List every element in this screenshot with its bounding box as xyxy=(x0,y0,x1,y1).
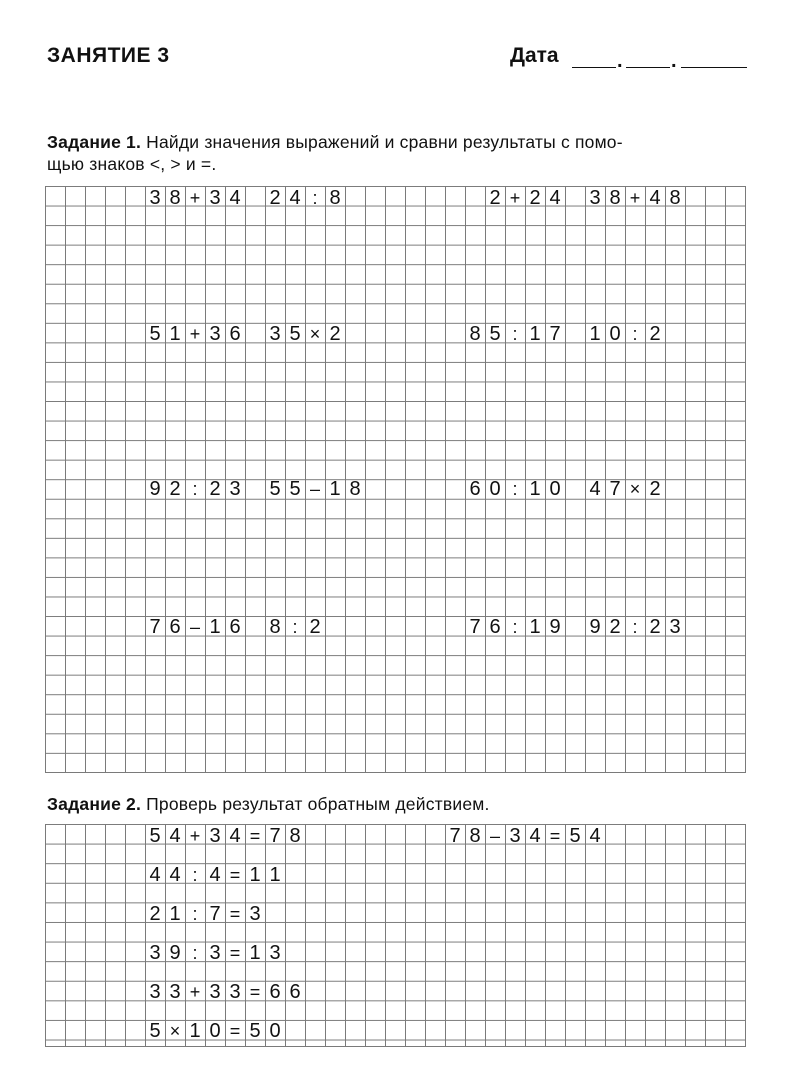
expression-char: 6 xyxy=(269,981,281,1003)
expression-char: 1 xyxy=(189,1020,201,1042)
task1-row-3-right xyxy=(465,479,665,499)
task1-row-4-left xyxy=(145,617,325,637)
expression-char: 2 xyxy=(649,478,661,500)
expression-char: 3 xyxy=(209,323,221,345)
expression-char: 5 xyxy=(149,825,161,847)
expression-char: 2 xyxy=(169,478,181,500)
expression-char: 7 xyxy=(449,825,461,847)
task2-instruction xyxy=(47,793,747,815)
expression-char: 1 xyxy=(169,903,181,925)
task1-row-4-right xyxy=(465,617,685,637)
expression-char: 8 xyxy=(169,187,181,209)
expression-char xyxy=(245,617,265,637)
expression-char: : xyxy=(192,943,198,963)
expression-char: 1 xyxy=(589,323,601,345)
expression-char: 0 xyxy=(489,478,501,500)
expression-char: 2 xyxy=(329,323,341,345)
expression-char: 4 xyxy=(589,478,601,500)
expression-char: 5 xyxy=(289,323,301,345)
expression-char: 8 xyxy=(329,187,341,209)
task2-text: Проверь результат обратным действием. xyxy=(141,794,490,814)
expression-char: = xyxy=(229,1021,241,1041)
date-dot-2: . xyxy=(671,50,677,72)
expression-char: 4 xyxy=(229,825,241,847)
expression-char: × xyxy=(629,479,641,499)
expression-char: 2 xyxy=(649,323,661,345)
expression-char: 4 xyxy=(169,825,181,847)
expression-char: 4 xyxy=(169,864,181,886)
expression-char xyxy=(245,479,265,499)
expression-char: : xyxy=(512,324,518,344)
expression-char: : xyxy=(632,617,638,637)
date-dot-1: . xyxy=(617,50,623,72)
expression-char: 2 xyxy=(269,187,281,209)
expression-char: 5 xyxy=(289,478,301,500)
expression-char: 8 xyxy=(469,825,481,847)
expression-char: 0 xyxy=(209,1020,221,1042)
expression-char: : xyxy=(512,617,518,637)
task1-text-line2: щью знаков <, > и =. xyxy=(47,154,217,174)
expression-char: 7 xyxy=(269,825,281,847)
expression-char: + xyxy=(629,188,641,208)
expression-char: = xyxy=(249,826,261,846)
expression-char xyxy=(245,324,265,344)
expression-char: 3 xyxy=(169,981,181,1003)
expression-char: 2 xyxy=(309,616,321,638)
expression-char: 1 xyxy=(249,864,261,886)
expression-char: 9 xyxy=(169,942,181,964)
expression-char: 1 xyxy=(249,942,261,964)
expression-char: 3 xyxy=(229,981,241,1003)
task2-row-3 xyxy=(145,904,265,924)
expression-char: + xyxy=(509,188,521,208)
expression-char: 0 xyxy=(609,323,621,345)
expression-char: 1 xyxy=(529,323,541,345)
task1-row-2-right xyxy=(465,324,665,344)
task2-row-6 xyxy=(145,1021,285,1041)
expression-char: 7 xyxy=(609,478,621,500)
expression-char: 1 xyxy=(529,616,541,638)
expression-char: 5 xyxy=(489,323,501,345)
expression-char: : xyxy=(292,617,298,637)
expression-char xyxy=(565,479,585,499)
expression-char: = xyxy=(549,826,561,846)
expression-char: 4 xyxy=(529,825,541,847)
expression-char: – xyxy=(189,617,200,637)
expression-char: 1 xyxy=(269,864,281,886)
date-label: Дата xyxy=(510,44,559,67)
expression-char: 6 xyxy=(229,323,241,345)
task2-grid[interactable] xyxy=(45,824,746,1047)
expression-char: 3 xyxy=(209,981,221,1003)
date-blank-year xyxy=(681,66,747,68)
expression-char: 8 xyxy=(469,323,481,345)
expression-char: 3 xyxy=(209,825,221,847)
expression-char: 5 xyxy=(569,825,581,847)
expression-char: 9 xyxy=(589,616,601,638)
expression-char: 3 xyxy=(269,942,281,964)
expression-char: : xyxy=(512,479,518,499)
task2-first-check xyxy=(445,826,605,846)
expression-char: 3 xyxy=(209,187,221,209)
expression-char: : xyxy=(192,904,198,924)
task1-instruction xyxy=(47,131,747,175)
expression-char: 3 xyxy=(269,323,281,345)
date-blank-month xyxy=(626,66,670,68)
expression-char: 4 xyxy=(589,825,601,847)
expression-char: 2 xyxy=(609,616,621,638)
task2-row-2 xyxy=(145,865,285,885)
expression-char: 1 xyxy=(529,478,541,500)
task2-label: Задание 2. xyxy=(47,794,142,814)
expression-char: = xyxy=(229,943,241,963)
task2-row-1 xyxy=(145,826,305,846)
expression-char: 5 xyxy=(249,1020,261,1042)
expression-char: 6 xyxy=(229,616,241,638)
task2-row-5 xyxy=(145,982,305,1002)
expression-char: 9 xyxy=(549,616,561,638)
expression-char: 3 xyxy=(509,825,521,847)
expression-char: 0 xyxy=(269,1020,281,1042)
expression-char: 2 xyxy=(489,187,501,209)
expression-char: 3 xyxy=(149,187,161,209)
expression-char: 6 xyxy=(169,616,181,638)
expression-char: 7 xyxy=(149,616,161,638)
expression-char: 8 xyxy=(269,616,281,638)
date-blank-day xyxy=(572,66,616,68)
expression-char xyxy=(245,188,265,208)
expression-char: × xyxy=(309,324,321,344)
expression-char: 9 xyxy=(149,478,161,500)
expression-char: 8 xyxy=(289,825,301,847)
expression-char: + xyxy=(189,324,201,344)
expression-char: 3 xyxy=(149,981,161,1003)
expression-char: 8 xyxy=(349,478,361,500)
expression-char: 2 xyxy=(649,616,661,638)
expression-char: 3 xyxy=(669,616,681,638)
expression-char: 3 xyxy=(589,187,601,209)
task1-row-3-left xyxy=(145,479,365,499)
expression-char: 3 xyxy=(229,478,241,500)
expression-char: 1 xyxy=(169,323,181,345)
expression-char: = xyxy=(229,865,241,885)
expression-char: : xyxy=(312,188,318,208)
task1-row-2-left xyxy=(145,324,345,344)
lesson-title: ЗАНЯТИЕ 3 xyxy=(47,44,170,67)
expression-char: 1 xyxy=(329,478,341,500)
expression-char: × xyxy=(169,1021,181,1041)
expression-char: 4 xyxy=(209,864,221,886)
expression-char xyxy=(565,617,585,637)
expression-char: = xyxy=(249,982,261,1002)
expression-char: + xyxy=(189,982,201,1002)
expression-char: 3 xyxy=(249,903,261,925)
expression-char: + xyxy=(189,188,201,208)
task1-label: Задание 1. xyxy=(47,132,142,152)
expression-char: 3 xyxy=(149,942,161,964)
expression-char: 7 xyxy=(469,616,481,638)
expression-char: – xyxy=(309,479,320,499)
expression-char: 4 xyxy=(149,864,161,886)
expression-char: 4 xyxy=(229,187,241,209)
expression-char: 6 xyxy=(489,616,501,638)
expression-char: 5 xyxy=(269,478,281,500)
expression-char: 4 xyxy=(649,187,661,209)
task1-row-1-left xyxy=(145,188,345,208)
task2-row-4 xyxy=(145,943,285,963)
task1-text-line1: Найди значения выражений и сравни результаты с помо- xyxy=(141,132,623,152)
expression-char: : xyxy=(192,865,198,885)
expression-char: 8 xyxy=(669,187,681,209)
expression-char: 0 xyxy=(549,478,561,500)
expression-char: 8 xyxy=(609,187,621,209)
expression-char xyxy=(565,188,585,208)
expression-char: 2 xyxy=(209,478,221,500)
expression-char: = xyxy=(229,904,241,924)
expression-char: 2 xyxy=(149,903,161,925)
expression-char: + xyxy=(189,826,201,846)
expression-char: – xyxy=(489,826,500,846)
expression-char: 6 xyxy=(289,981,301,1003)
expression-char: 6 xyxy=(469,478,481,500)
expression-char: 4 xyxy=(289,187,301,209)
expression-char: 4 xyxy=(549,187,561,209)
task1-row-1-right xyxy=(485,188,685,208)
expression-char: 7 xyxy=(549,323,561,345)
expression-char: 5 xyxy=(149,1020,161,1042)
expression-char: : xyxy=(632,324,638,344)
expression-char: 5 xyxy=(149,323,161,345)
expression-char: 3 xyxy=(209,942,221,964)
expression-char xyxy=(565,324,585,344)
expression-char: 1 xyxy=(209,616,221,638)
expression-char: 2 xyxy=(529,187,541,209)
expression-char: 7 xyxy=(209,903,221,925)
expression-char: : xyxy=(192,479,198,499)
